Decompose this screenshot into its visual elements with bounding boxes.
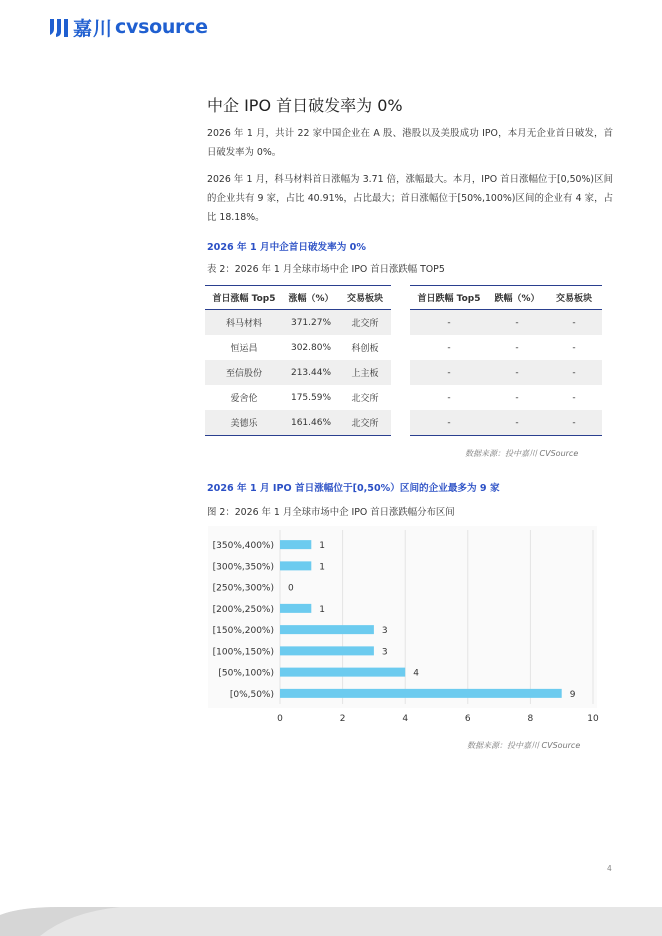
change-cell: 161.46%	[283, 410, 339, 436]
data-label: 3	[381, 647, 388, 658]
chart-caption: 图 2：2026 年 1 月全球市场中企 IPO 首日涨跌幅分布区间	[207, 507, 455, 518]
table-row	[205, 410, 391, 436]
paragraph-summary: 2026 年 1 月，共计 22 家中国企业在 A 股、港股以及美股成功 IPO，本月无企业首日破发，首日破发率为 0%。	[207, 128, 613, 158]
data-label: 1	[319, 541, 326, 552]
x-tick-label: 10	[587, 714, 599, 724]
change-cell: -	[515, 342, 519, 353]
company-cell: 美德乐	[205, 410, 283, 436]
change-cell: -	[488, 410, 546, 436]
board-cell: 科创板	[351, 344, 379, 354]
change-cell: 371.27%	[283, 310, 339, 336]
x-tick-label: 4	[402, 714, 409, 724]
table-row	[205, 385, 391, 410]
y-category-label: [0%,50%)	[229, 689, 274, 700]
bar	[280, 604, 311, 613]
board-cell: 北交所	[339, 310, 391, 336]
table-header-row	[205, 286, 391, 310]
change-cell: -	[515, 392, 519, 403]
bar	[280, 540, 311, 549]
bar	[280, 689, 562, 698]
y-category-label: [150%,200%)	[212, 626, 274, 637]
cvsource-logo-icon	[48, 16, 70, 38]
brand-name-en: cvsource	[115, 16, 208, 38]
table-row	[205, 360, 391, 385]
table-row	[410, 385, 602, 410]
column-header: 交易板块	[546, 286, 602, 310]
company-cell: -	[410, 310, 488, 336]
change-cell: -	[488, 360, 546, 385]
y-category-label: [200%,250%)	[212, 604, 274, 615]
company-cell: -	[447, 342, 451, 353]
y-category-label: [350%,400%)	[212, 541, 274, 552]
company-cell: -	[410, 410, 488, 436]
change-cell: 175.59%	[290, 392, 332, 403]
chart-source-note: 数据来源：投中嘉川 CVSource	[467, 741, 581, 750]
company-cell: 科马材料	[205, 310, 283, 336]
y-category-label: [100%,150%)	[212, 647, 274, 658]
board-cell: -	[546, 410, 602, 436]
company-cell: -	[410, 360, 488, 385]
chart-plot-background	[208, 526, 597, 708]
x-tick-label: 2	[339, 714, 346, 724]
board-cell: -	[572, 392, 576, 403]
table-section-title: 2026 年 1 月中企首日破发率为 0%	[207, 242, 366, 253]
board-cell: -	[546, 360, 602, 385]
bar	[280, 668, 405, 677]
table-row	[410, 310, 602, 336]
board-cell: -	[572, 342, 576, 353]
x-tick-label: 8	[527, 714, 534, 724]
board-cell: 上主板	[339, 360, 391, 385]
column-header: 交易板块	[339, 286, 391, 310]
top5-losers-table	[410, 285, 602, 436]
top5-gainers-table	[205, 285, 391, 436]
table-row	[410, 335, 602, 360]
footer-decoration	[0, 907, 662, 936]
brand-name-cn: 嘉川	[73, 17, 114, 40]
column-header: 首日涨幅 Top5	[205, 286, 283, 310]
data-label: 1	[319, 562, 326, 573]
column-header: 涨幅（%）	[283, 286, 339, 310]
chart-section-title: 2026 年 1 月 IPO 首日涨幅位于[0,50%）区间的企业最多为 9 家	[207, 483, 500, 494]
data-label: 3	[381, 626, 388, 637]
change-cell: -	[488, 310, 546, 336]
x-tick-label: 0	[277, 714, 283, 724]
company-cell: 爱舍伦	[230, 394, 258, 404]
ipo-first-day-gain-distribution-chart	[200, 526, 610, 731]
data-label: 9	[569, 689, 576, 700]
company-cell: 至信股份	[205, 360, 283, 385]
y-category-label: [250%,300%)	[212, 583, 274, 594]
column-header: 跌幅（%）	[488, 286, 546, 310]
table-row	[205, 310, 391, 336]
table-row	[410, 360, 602, 385]
table-row	[410, 410, 602, 436]
board-cell: -	[546, 310, 602, 336]
company-cell: -	[447, 392, 451, 403]
change-cell: 302.80%	[290, 342, 332, 353]
paragraph-detail: 2026 年 1 月，科马材料首日涨幅为 3.71 倍，涨幅最大。本月，IPO 首日涨幅位于[0,50%)区间的企业共有 9 家，占比 40.91%，占比最大；首日涨幅位于[50%,100%)区间的企业有 4 家，占比 18.18%。	[207, 174, 613, 223]
y-category-label: [50%,100%)	[218, 668, 274, 679]
x-tick-label: 6	[464, 714, 471, 724]
table-row	[205, 335, 391, 360]
page-number: 4	[607, 864, 612, 873]
data-label: 4	[413, 668, 419, 679]
data-label: 1	[319, 604, 326, 615]
column-header: 首日跌幅 Top5	[410, 286, 488, 310]
bar	[280, 561, 311, 570]
change-cell: 213.44%	[283, 360, 339, 385]
board-cell: 北交所	[339, 410, 391, 436]
data-label: 0	[288, 583, 294, 594]
bar	[280, 646, 374, 655]
brand-logo	[48, 15, 208, 39]
bar	[280, 625, 374, 634]
y-category-label: [300%,350%)	[212, 562, 274, 573]
company-cell: 恒运昌	[230, 344, 258, 354]
table-source-note: 数据来源：投中嘉川 CVSource	[465, 449, 579, 458]
table-header-row	[410, 286, 602, 310]
board-cell: 北交所	[351, 394, 379, 404]
table-caption: 表 2：2026 年 1 月全球市场中企 IPO 首日涨跌幅 TOP5	[207, 264, 445, 275]
section-title: 中企 IPO 首日破发率为 0%	[207, 96, 403, 115]
